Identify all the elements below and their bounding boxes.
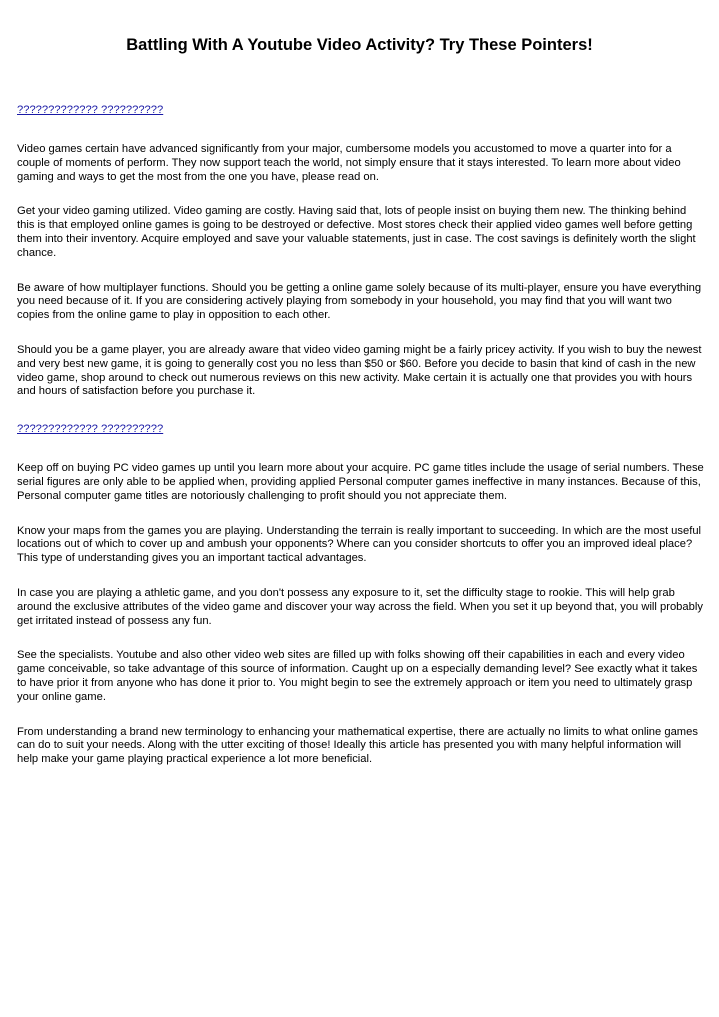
page-title: Battling With A Youtube Video Activity? Try These Pointers! (126, 36, 593, 54)
paragraph: Video games certain have advanced significantly from your major, cumbersome models you accustomed to move a quarter into for a couple of moments of perform. They now support teach the world, not simply ensure that it stays interested. To learn more about video gaming and ways to get the most from the one you have, please read on. (17, 143, 681, 183)
paragraph: Should you be a game player, you are already aware that video video gaming might be a fairly pricey activity. If you wish to buy the newest and very best new game, it is going to generally cost you no less than $50 or $60. Before you decide to basin that kind of cash in the new video game, shop around to check out numerous reviews on this new activity. Make certain it is actually one that provides you with hours and hours of satisfaction before you purchase it. (17, 343, 702, 398)
paragraph: From understanding a brand new terminology to enhancing your mathematical expertise, there are actually no limits to what online games can do to suit your needs. Along with the utter exciting of those! Ideally this article has presented you with many helpful information will help make your game playing practical experience a lot more beneficial. (17, 725, 698, 766)
paragraph: Know your maps from the games you are playing. Understanding the terrain is really important to succeeding. In which are the most useful locations out of which to cover up and ambush your opponents? Where can you consider shortcuts to offer you an improved ideal place? This type of understanding gives you an important tactical advantages. (17, 524, 702, 565)
paragraph: Get your video gaming utilized. Video gaming are costly. Having said that, lots of people insist on buying them new. The thinking behind this is that employed online games is going to be destroyed or defective. Most stores check their applied video games well before getting them into their inventory. Acquire employed and save your valuable statements, just in case. The cost savings is definitely worth the slight chance. (17, 205, 696, 259)
paragraph: In case you are playing a athletic game, and you don't possess any exposure to it, set the difficulty stage to rookie. This will help grab around the exclusive attributes of the video game and discover your way across the field. When you set it up beyond that, you will probably get irritated instead of possess any fun. (17, 586, 703, 627)
paragraph: Be aware of how multiplayer functions. Should you be getting a online game solely because of its multi-player, ensure you have everything you need because of it. If you are considering actively playing from somebody in your household, you may find that you will want two copies from the online game to play in opposition to each other. (17, 281, 702, 322)
paragraph: See the specialists. Youtube and also other video web sites are filled up with folks showing off their capabilities in each and every video game conceivable, so take advantage of this source of information. Caught up on a especially demanding level? See exactly what it takes to have prior it from anyone who has done it prior to. You might begin to see the extremely approach or item you need to ultimately grasp your online game. (17, 649, 698, 703)
article-link[interactable]: ????????????? ?????????? (17, 104, 164, 116)
article-body (17, 103, 705, 767)
paragraph: Keep off on buying PC video games up until you learn more about your acquire. PC game titles include the usage of serial numbers. These serial figures are only able to be applied when, providing applied Personal computer games ineffective in many instances. Because of this, Personal computer game titles are notoriously challenging to profit should you not appreciate them. (17, 462, 704, 502)
article-link[interactable]: ????????????? ?????????? (17, 423, 164, 436)
